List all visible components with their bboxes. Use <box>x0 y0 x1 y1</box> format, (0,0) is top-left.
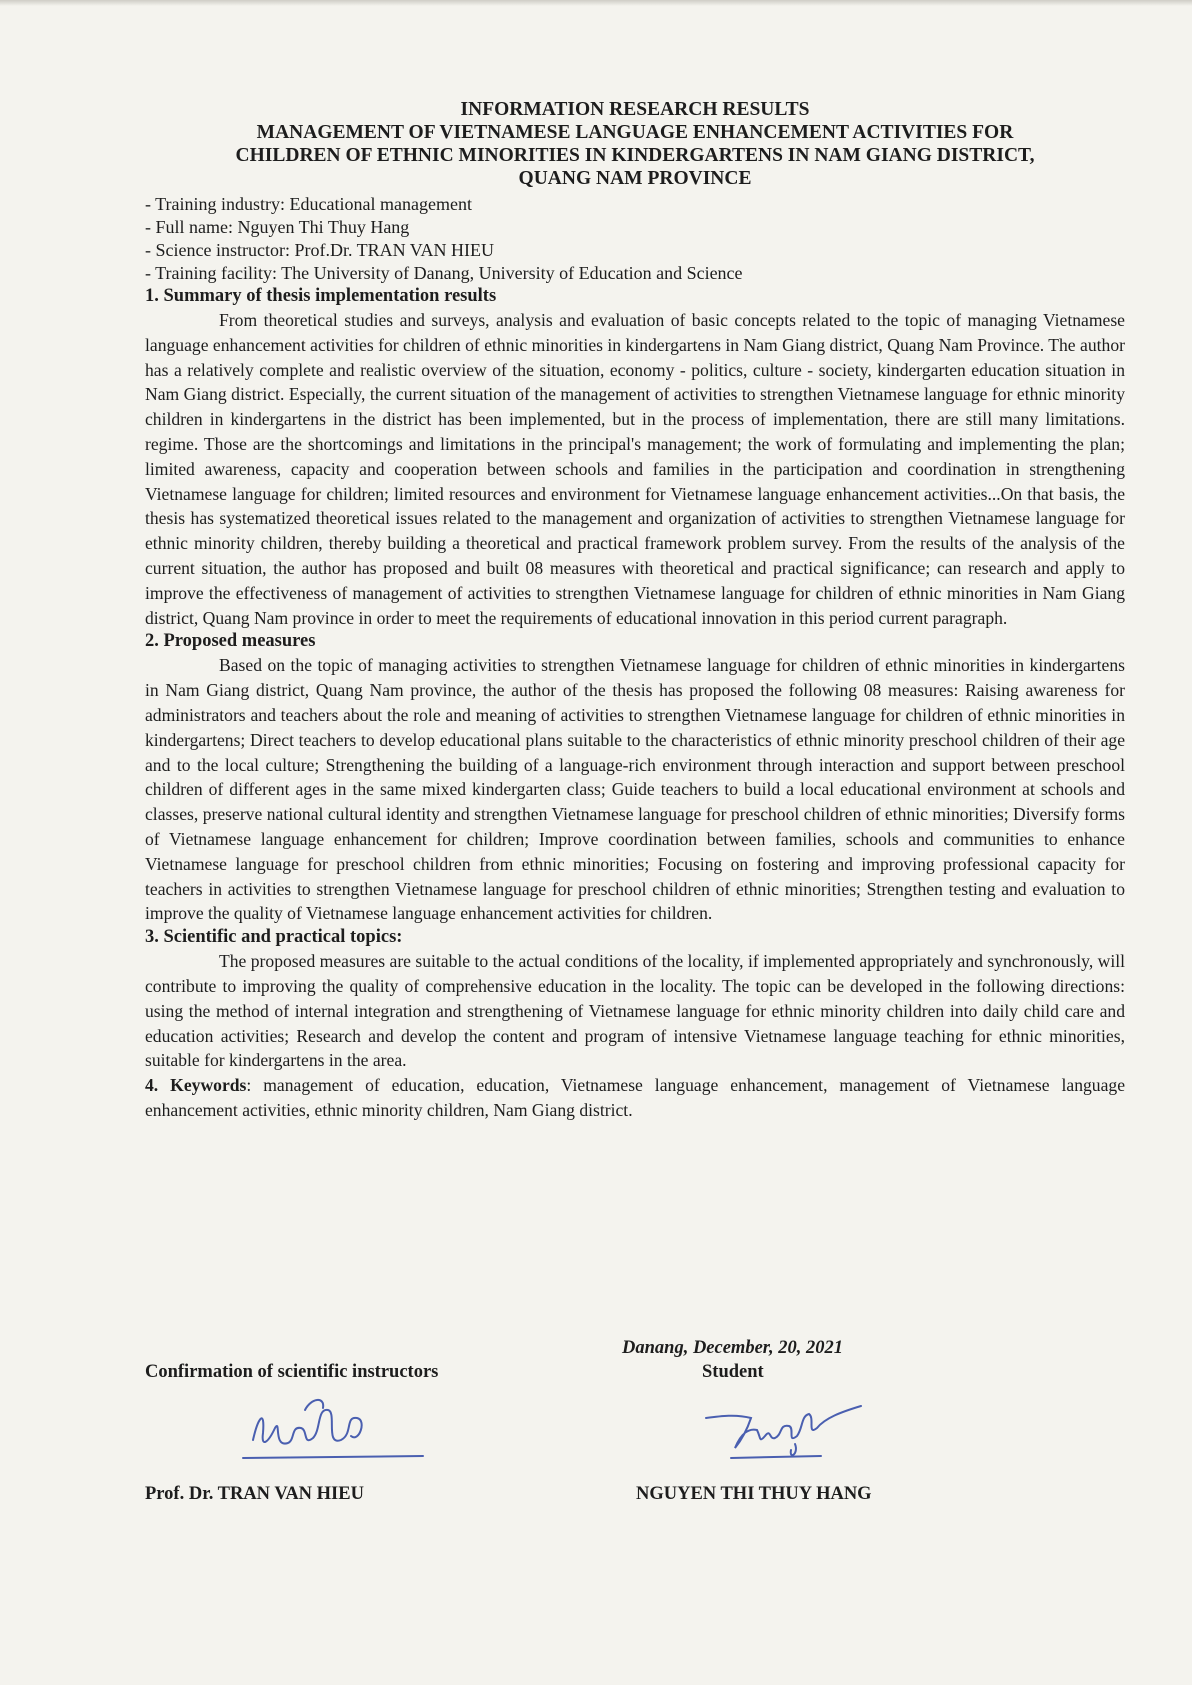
document-title <box>145 98 1125 190</box>
student-label: Student <box>702 1362 764 1382</box>
confirmation-label: Confirmation of scientific instructors <box>145 1362 439 1382</box>
title-line-4: QUANG NAM PROVINCE <box>518 168 752 189</box>
section-heading: 3. Scientific and practical topics: <box>145 927 403 948</box>
section-text: The proposed measures are suitable to the actual conditions of the locality, if implemented appropriately and synchronously, will contribute to improving the quality of comprehensive education in the locality. The topic can be developed in the following directions: using the method of internal integration and strengthening of Vietnamese language for ethnic minority children into daily child care and education activities; Research and develop the content and program of intensive Vietnamese language teaching for ethnic minorities, suitable for kindergartens in the area. <box>145 951 1125 1071</box>
instructor-signature <box>233 1388 433 1468</box>
info-full-name: - Full name: Nguyen Thi Thuy Hang <box>145 217 410 237</box>
scan-edge <box>0 0 1192 6</box>
section-text: Based on the topic of managing activities to strengthen Vietnamese language for children of ethnic minorities in kindergartens in Nam Giang district, Quang Nam province, the author of the thesis has proposed the following 08 measures: Raising awareness for administrators and teachers about the role and meaning of activities to strengthen Vietnamese language for children of ethnic minorities in kindergartens; Direct teachers to develop educational plans suitable to the characteristics of ethnic minority preschool children of their age and to the local culture; Strengthening the building of a language-rich environment through interaction and support between preschool children of different ages in the same mixed kindergarten class; Guide teachers to build a local educational environment at schools and classes, preserve national cultural identity and strengthen Vietnamese language for preschool children of ethnic minorities; Diversify forms of Vietnamese language enhancement for children; Improve coordination between families, schools and communities to enhance Vietnamese language for preschool children from ethnic minorities; Focusing on fostering and improving professional capacity for teachers in activities to strengthen Vietnamese language for preschool children of ethnic minorities; Strengthen testing and evaluation to improve the quality of Vietnamese language enhancement activities for children. <box>145 655 1125 924</box>
instructor-name: Prof. Dr. TRAN VAN HIEU <box>145 1484 364 1504</box>
student-name: NGUYEN THI THUY HANG <box>636 1484 872 1504</box>
student-signature <box>691 1388 871 1468</box>
title-line-3: CHILDREN OF ETHNIC MINORITIES IN KINDERGARTENS IN NAM GIANG DISTRICT, <box>235 145 1035 166</box>
info-instructor: - Science instructor: Prof.Dr. TRAN VAN HIEU <box>145 240 494 260</box>
title-line-1: INFORMATION RESEARCH RESULTS <box>460 99 810 120</box>
keywords-text: : management of education, education, Vietnamese language enhancement, management of Vietnamese language enhancement activities, ethnic minority children, Nam Giang district. <box>145 1075 1126 1120</box>
section-measures <box>145 630 1125 926</box>
section-heading: 2. Proposed measures <box>145 631 316 652</box>
info-industry: - Training industry: Educational management <box>145 194 472 214</box>
title-line-2: MANAGEMENT OF VIETNAMESE LANGUAGE ENHANCEMENT ACTIVITIES FOR <box>256 122 1014 143</box>
section-summary <box>145 285 1125 630</box>
document-page <box>145 98 1125 1123</box>
keywords-label: 4. Keywords <box>145 1075 247 1096</box>
keywords <box>145 1073 1125 1123</box>
section-topics <box>145 926 1125 1073</box>
signing-date: Danang, December, 20, 2021 <box>622 1338 843 1358</box>
section-text: From theoretical studies and surveys, analysis and evaluation of basic concepts related to the topic of managing Vietnamese language enhancement activities for children of ethnic minorities in kindergartens in Nam Giang district, Quang Nam Province. The author has a relatively complete and realistic overview of the situation, economy - politics, culture - society, kindergarten education situation in Nam Giang district. Especially, the current situation of the management of activities to strengthen Vietnamese language for ethnic minority children in kindergartens in the district has been implemented, but in the process of implementation, there are still many limitations. regime. Those are the shortcomings and limitations in the principal's management; the work of formulating and implementing the plan; limited awareness, capacity and cooperation between schools and families in the participation and coordination in strengthening Vietnamese language for children; limited resources and environment for Vietnamese language enhancement activities...On that basis, the thesis has systematized theoretical issues related to the management and organization of activities to strengthen Vietnamese language for ethnic minority children, thereby building a theoretical and practical framework problem survey. From the results of the analysis of the current situation, the author has proposed and built 08 measures with theoretical and practical significance; can research and apply to improve the effectiveness of management of activities to strengthen Vietnamese language for children of ethnic minorities in Nam Giang district, Quang Nam province in order to meet the requirements of educational innovation in this period current paragraph. <box>145 310 1125 628</box>
info-facility: - Training facility: The University of Danang, University of Education and Science <box>145 263 743 283</box>
section-heading: 1. Summary of thesis implementation results <box>145 286 497 306</box>
author-info <box>145 193 1125 285</box>
